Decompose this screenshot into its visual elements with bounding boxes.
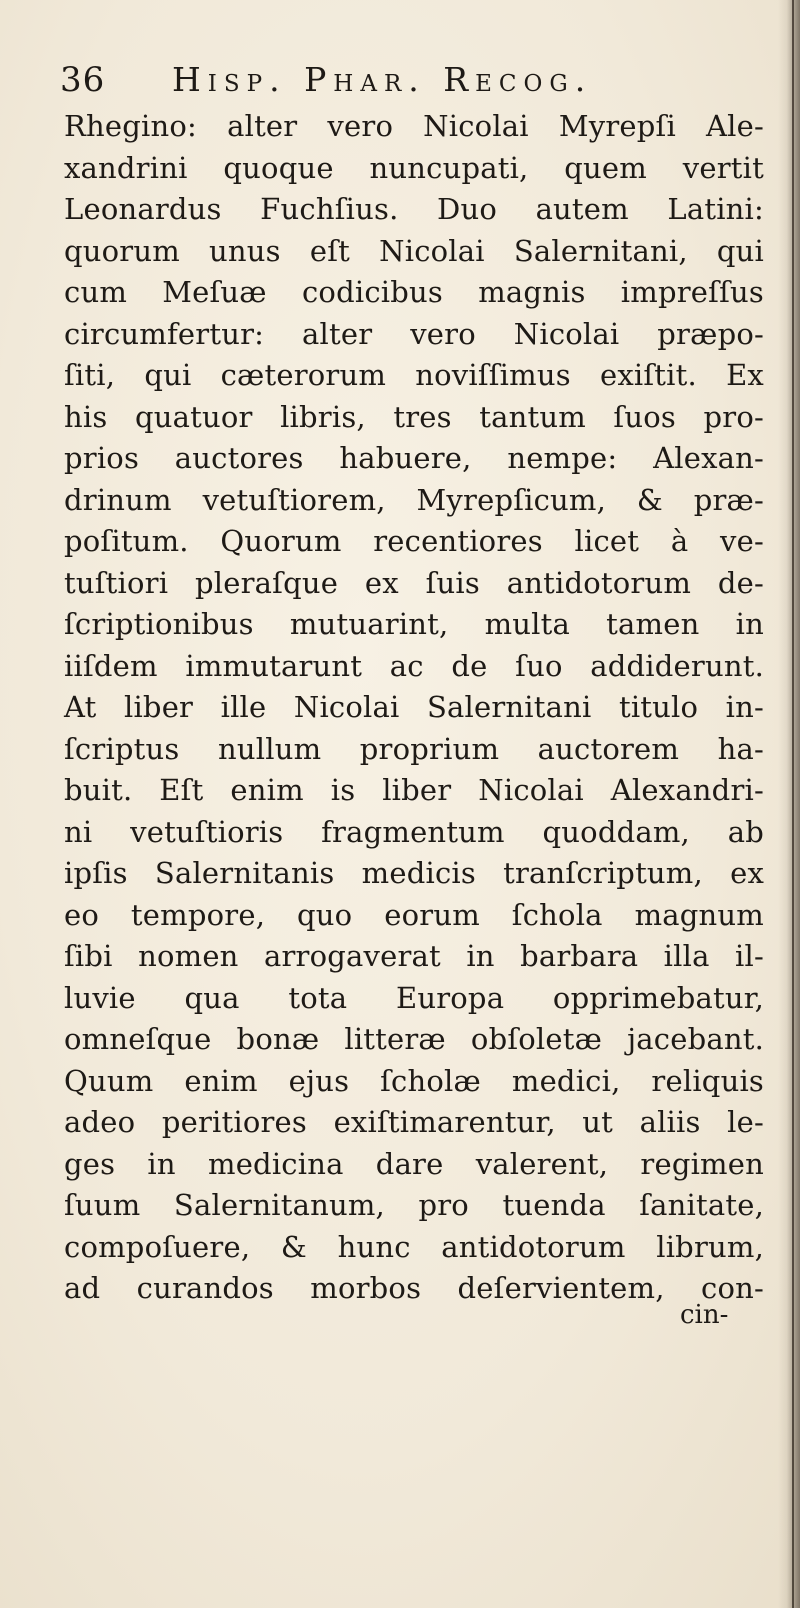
text-line: iiſdem immutarunt ac de ſuo addiderunt. bbox=[64, 648, 764, 683]
text-line: eo tempore, quo eorum ſchola magnum bbox=[64, 897, 764, 932]
text-line: adeo peritiores exiſtimarentur, ut aliis le- bbox=[64, 1105, 764, 1139]
text-line: circumfertur: alter vero Nicolai præpo- bbox=[64, 316, 764, 351]
page-edge-line bbox=[792, 0, 794, 1608]
body-text bbox=[64, 106, 764, 1310]
text-line: Rhegino: alter vero Nicolai Myrepſi Ale- bbox=[64, 109, 764, 143]
catchword: cin- bbox=[680, 1300, 729, 1330]
running-head: Hisp. Phar. Recog. bbox=[172, 60, 593, 99]
text-line: buit. Eſt enim is liber Nicolai Alexandri- bbox=[64, 773, 764, 807]
text-line: ſibi nomen arrogaverat in barbara illa il- bbox=[64, 939, 764, 973]
text-line: tuſtiori pleraſque ex ſuis antidotorum de- bbox=[64, 565, 764, 600]
text-line: ipſis Salernitanis medicis tranſcriptum, ex bbox=[64, 856, 764, 890]
text-line: drinum vetuſtiorem, Myrepſicum, & præ- bbox=[64, 482, 764, 517]
text-line: ſcriptionibus mutuarint, multa tamen in bbox=[64, 607, 764, 641]
page-edge-shadow bbox=[778, 0, 800, 1608]
text-line: ſuum Salernitanum, pro tuenda ſanitate, bbox=[64, 1188, 764, 1222]
text-line: omneſque bonæ litteræ obſoletæ jacebant. bbox=[64, 1022, 764, 1056]
text-line: Quum enim ejus ſcholæ medici, reliquis bbox=[64, 1063, 764, 1098]
text-line: luvie qua tota Europa opprimebatur, bbox=[64, 980, 764, 1015]
text-line: At liber ille Nicolai Salernitani titulo in- bbox=[64, 690, 764, 724]
text-line: poſitum. Quorum recentiores licet à ve- bbox=[64, 524, 764, 558]
text-line: xandrini quoque nuncupati, quem vertit bbox=[64, 150, 764, 185]
text-line: Leonardus Fuchſius. Duo autem Latini: bbox=[64, 192, 764, 226]
text-line: his quatuor libris, tres tantum ſuos pro- bbox=[64, 399, 764, 434]
text-line: ad curandos morbos deſervientem, con- bbox=[64, 1271, 764, 1305]
text-line: ſcriptus nullum proprium auctorem ha- bbox=[64, 731, 764, 766]
page-number: 36 bbox=[60, 60, 106, 100]
text-line: ſiti, qui cæterorum noviſſimus exiſtit. Ex bbox=[64, 358, 764, 392]
text-line: compoſuere, & hunc antidotorum librum, bbox=[64, 1229, 764, 1264]
text-line: ges in medicina dare valerent, regimen bbox=[64, 1146, 764, 1181]
page-header bbox=[60, 60, 760, 106]
text-line: prios auctores habuere, nempe: Alexan- bbox=[64, 441, 764, 475]
text-line: ni vetuſtioris fragmentum quoddam, ab bbox=[64, 814, 764, 849]
text-line: quorum unus eſt Nicolai Salernitani, qui bbox=[64, 233, 764, 268]
text-line: cum Meſuæ codicibus magnis impreſſus bbox=[64, 275, 764, 309]
